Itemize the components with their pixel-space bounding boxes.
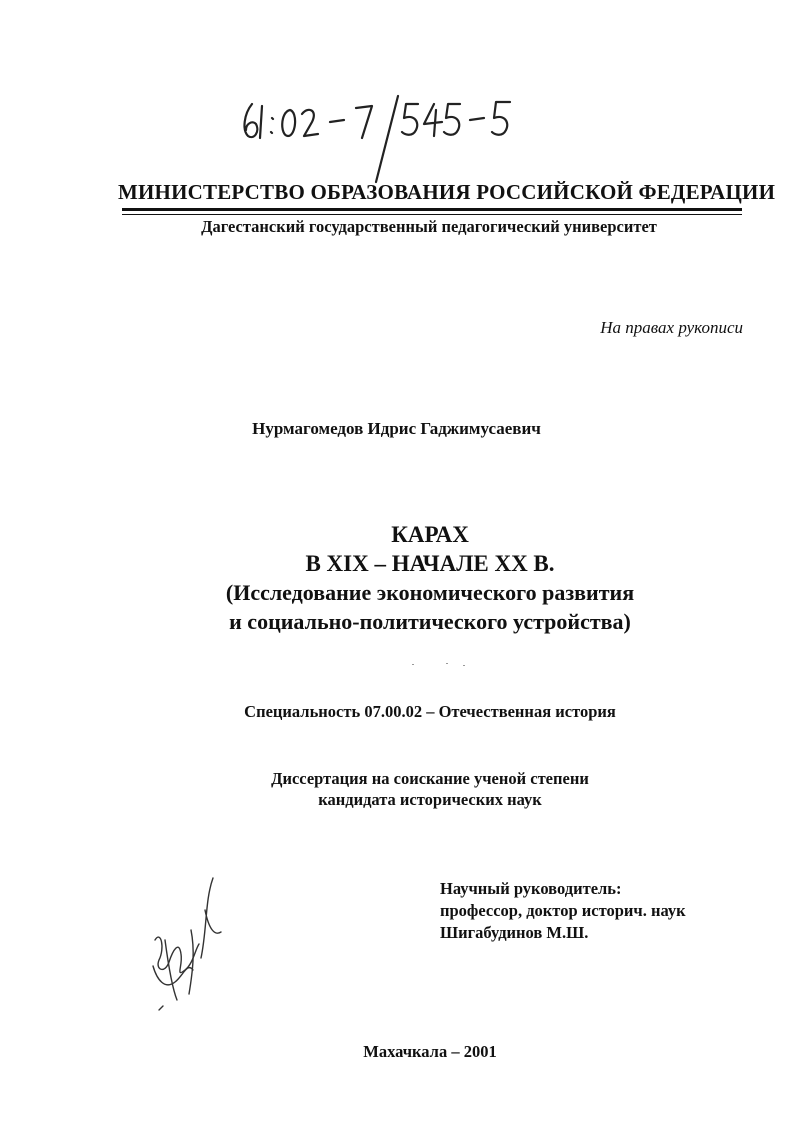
supervisor-label: Научный руководитель:	[440, 879, 622, 898]
author-name: Нурмагомедов Идрис Гаджимусаевич	[252, 419, 541, 438]
degree-statement	[0, 768, 793, 810]
specialty: Специальность 07.00.02 – Отечественная история	[244, 702, 616, 721]
dissertation-title	[0, 520, 793, 636]
ministry-heading: МИНИСТЕРСТВО ОБРАЗОВАНИЯ РОССИЙСКОЙ ФЕДЕРАЦИИ	[118, 180, 776, 204]
university-name: Дагестанский государственный педагогический университет	[201, 217, 657, 236]
header-divider-thin	[122, 214, 742, 215]
title-line-4: и социально-политического устройства)	[229, 609, 631, 634]
title-line-3: (Исследование экономического развития	[225, 580, 635, 605]
city-year: Махачкала – 2001	[363, 1042, 497, 1061]
supervisor-name: Шигабудинов М.Ш.	[440, 923, 589, 942]
supervisor-title: профессор, доктор историч. наук	[440, 901, 686, 920]
title-line-2: В XIX – НАЧАЛЕ XX В.	[305, 551, 555, 576]
manuscript-note: На правах рукописи	[600, 318, 743, 337]
scan-speck	[412, 664, 414, 665]
scan-speck	[463, 665, 465, 666]
archive-code-handwriting	[238, 92, 528, 152]
scan-speck	[446, 663, 448, 664]
degree-line-2: кандидата исторических наук	[318, 790, 542, 809]
supervisor-block	[440, 878, 686, 944]
signature-handwriting	[135, 870, 235, 1030]
title-line-1: КАРАХ	[391, 522, 469, 547]
degree-line-1: Диссертация на соискание ученой степени	[271, 769, 589, 788]
header-divider-thick	[122, 208, 742, 211]
